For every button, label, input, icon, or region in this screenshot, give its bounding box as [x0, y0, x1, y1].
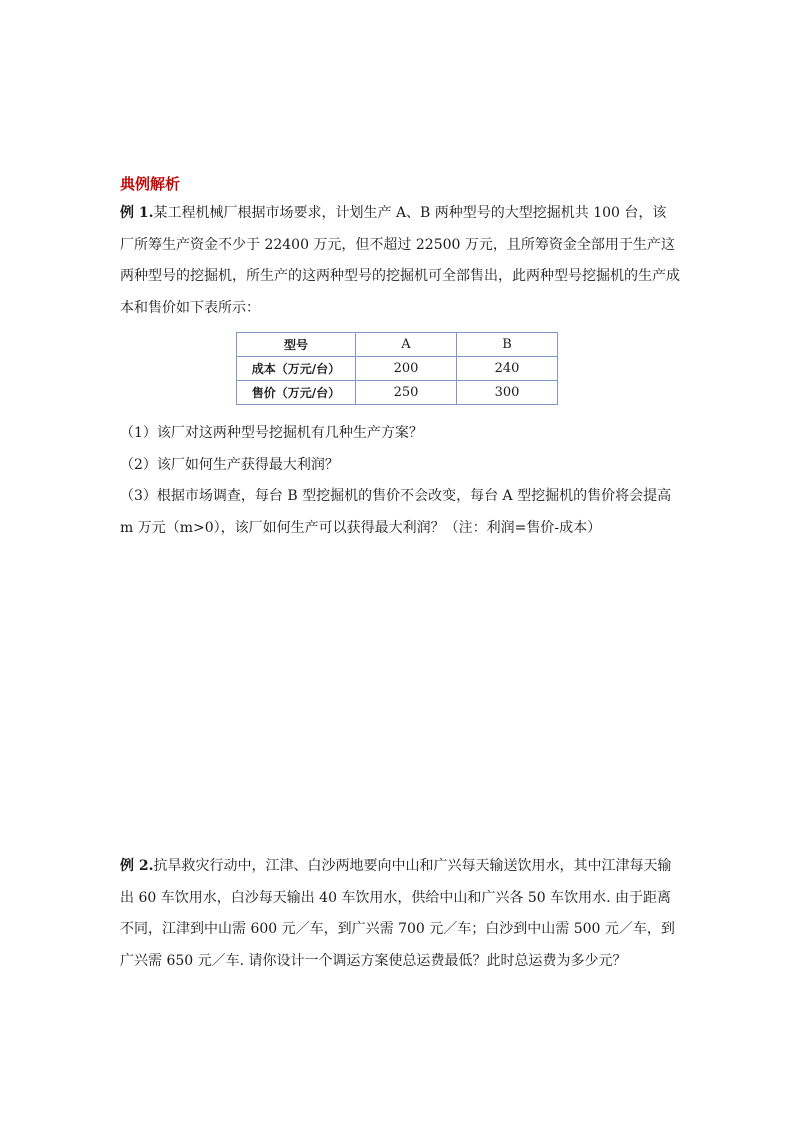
- table-header-row: [237, 333, 558, 357]
- question-item: （1）该厂对这两种型号挖掘机有几种生产方案？: [120, 425, 423, 441]
- table-row: [237, 381, 558, 405]
- question-item: （3）根据市场调查，每台 B 型挖掘机的售价不会改变，每台 A 型挖掘机的售价将会提高 m 万元（m>0），该厂如何生产可以获得最大利润？（注：利润=售价-成本）: [120, 488, 672, 536]
- example-1-text: 某工程机械厂根据市场要求，计划生产 A、B 两种型号的大型挖掘机共 100 台，该厂所筹生产资金不少于 22400 万元，但不超过 22500 万元，且所筹资金全部用于生产这两种型号的挖掘机，所生产的这两种型号的挖掘机可全部售出，此两种型号挖掘机的生产成本和售价如下表所示：: [120, 205, 680, 316]
- table-header-cell: B: [457, 333, 558, 357]
- table-row-label: 成本（万元/台）: [237, 357, 356, 381]
- question-item: （2）该厂如何生产获得最大利润？: [120, 456, 339, 473]
- table-row-label: 售价（万元/台）: [237, 381, 356, 405]
- table-header-cell: 型号: [237, 333, 356, 357]
- table-header-cell: A: [356, 333, 457, 357]
- example-1-label: 例 1.: [120, 205, 154, 221]
- example-2-label: 例 2.: [120, 858, 154, 874]
- section-title: 典例解析: [120, 175, 181, 193]
- table-cell: 300: [457, 381, 558, 405]
- example-2-paragraph: [120, 851, 680, 977]
- table-cell: 250: [356, 381, 457, 405]
- example-2-text: 抗旱救灾行动中，江津、白沙两地要向中山和广兴每天输送饮用水，其中江津每天输出 60 车饮用水，白沙每天输出 40 车饮用水，供给中山和广兴各 50 车饮用水. 由于距离不同，江津到中山需 600 元／车，到广兴需 700 元／车；白沙到中山需 500 元／车，到广兴需 650 元／车. 请你设计一个调运方案使总运费最低？此时总运费为多少元？: [120, 858, 675, 969]
- spec-table: [236, 332, 558, 405]
- example-1-paragraph: [120, 198, 680, 324]
- table-row: [237, 357, 558, 381]
- question-list: [120, 418, 680, 544]
- table-cell: 200: [356, 357, 457, 381]
- table-cell: 240: [457, 357, 558, 381]
